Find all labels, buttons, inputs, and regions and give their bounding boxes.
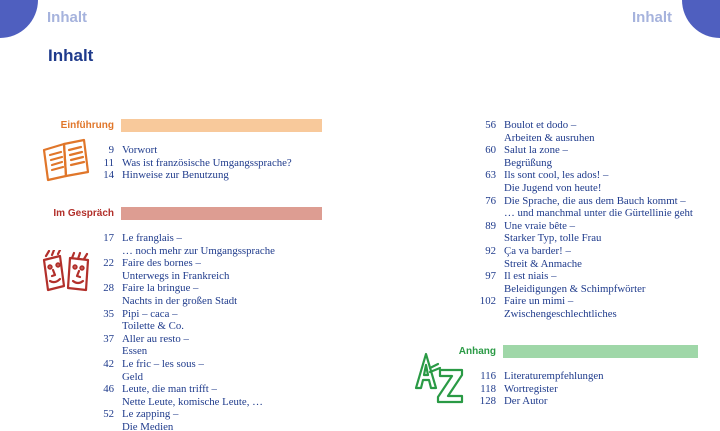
toc-entry-subtitle: Nachts in der großen Stadt	[122, 294, 238, 307]
toc-entry-title: Der Autor	[504, 395, 548, 408]
toc-entry-subtitle: Begrüßung	[504, 156, 552, 169]
toc-entry	[74, 308, 334, 333]
toc-gespraech	[74, 232, 334, 431]
toc-page-number: 97	[485, 270, 496, 283]
corner-decoration-right	[682, 0, 720, 38]
toc-page-number: 11	[103, 156, 114, 169]
toc-page-number: 46	[103, 383, 114, 396]
toc-entry-title: Leute, die man trifft –	[122, 383, 217, 396]
toc-entry-title: Hinweise zur Benutzung	[122, 169, 229, 182]
running-head-left: Inhalt	[47, 9, 87, 26]
toc-entry-subtitle: Arbeiten & ausruhen	[504, 131, 595, 144]
toc-entry-title: Boulot et dodo –	[504, 119, 577, 131]
toc-entry-subtitle: … noch mehr zur Umgangssprache	[122, 244, 275, 257]
toc-page-number: 116	[480, 370, 496, 382]
toc-entry	[456, 383, 716, 396]
section-label-einfuehrung: Einführung	[60, 120, 114, 131]
toc-page-number: 9	[108, 144, 114, 156]
toc-entry-subtitle: Toilette & Co.	[122, 320, 184, 333]
toc-page-number: 89	[485, 219, 496, 232]
toc-entry-subtitle: Beleidigungen & Schimpfwörter	[504, 282, 646, 295]
toc-page-number: 52	[103, 408, 114, 421]
toc-entry	[74, 282, 334, 307]
toc-page-number: 22	[103, 257, 114, 270]
toc-entry-title: Aller au resto –	[122, 332, 189, 345]
toc-page-number: 17	[103, 232, 114, 244]
toc-entry-subtitle: Nette Leute, komische Leute, …	[122, 395, 263, 408]
toc-page-number: 28	[103, 282, 114, 295]
toc-entry-title: Was ist französische Umgangssprache?	[122, 156, 292, 169]
section-bar-anhang	[503, 345, 698, 358]
toc-entry	[456, 195, 716, 220]
toc-entry	[456, 295, 716, 320]
toc-entry-subtitle: Zwischengeschlechtliches	[504, 307, 617, 320]
toc-page-number: 128	[479, 395, 496, 408]
toc-page-number: 63	[485, 169, 496, 182]
toc-page-number: 92	[485, 244, 496, 257]
toc-page-number: 102	[479, 295, 496, 308]
section-label-gespraech: Im Gespräch	[53, 208, 114, 219]
toc-entry-subtitle: … und manchmal unter die Gürtellinie geht	[504, 207, 693, 220]
toc-page-number: 37	[103, 332, 114, 345]
toc-entry	[74, 157, 334, 170]
corner-decoration-left	[0, 0, 38, 38]
toc-page-number: 14	[103, 169, 114, 182]
toc-entry	[74, 333, 334, 358]
toc-entry-title: Ils sont cool, les ados! –	[504, 169, 609, 182]
toc-entry-title: Le zapping –	[122, 408, 179, 421]
toc-entry-subtitle: Essen	[122, 345, 148, 358]
toc-entry	[74, 169, 334, 182]
toc-einfuehrung	[74, 144, 334, 182]
toc-entry-title: Salut la zone –	[504, 144, 568, 157]
toc-entry-subtitle: Die Jugend von heute!	[504, 181, 602, 194]
section-bar-gespraech	[121, 207, 322, 220]
toc-entry	[74, 232, 334, 257]
toc-entry-subtitle: Starker Typ, tolle Frau	[504, 232, 602, 245]
toc-entry-title: Literaturempfehlungen	[504, 370, 604, 382]
toc-entry-title: Faire la bringue –	[122, 282, 199, 295]
toc-entry	[456, 245, 716, 270]
toc-entry-subtitle: Die Medien	[122, 420, 174, 431]
section-bar-einfuehrung	[121, 119, 322, 132]
toc-entry-title: Die Sprache, die aus dem Bauch kommt –	[504, 194, 686, 207]
toc-page-number: 42	[103, 357, 114, 370]
section-label-anhang: Anhang	[458, 346, 496, 357]
toc-entry-subtitle: Unterwegs in Frankreich	[122, 269, 230, 282]
toc-entry	[456, 395, 716, 408]
toc-page-number: 60	[485, 144, 496, 157]
toc-page-number: 76	[485, 194, 496, 207]
running-head-right: Inhalt	[632, 9, 672, 26]
toc-entry-title: Le franglais –	[122, 232, 182, 244]
toc-entry	[74, 257, 334, 282]
toc-entry	[456, 169, 716, 194]
toc-entry	[74, 144, 334, 157]
toc-entry-title: Le fric – les sous –	[122, 357, 204, 370]
toc-entry	[456, 144, 716, 169]
toc-entry	[74, 408, 334, 431]
toc-entry	[456, 119, 716, 144]
toc-page-number: 56	[485, 119, 496, 131]
toc-entry-title: Il est niais –	[504, 270, 557, 283]
toc-entry	[456, 270, 716, 295]
toc-entry-title: Pipi – caca –	[122, 307, 178, 320]
toc-page-number: 118	[480, 382, 496, 395]
toc-anhang	[456, 370, 716, 408]
toc-entry	[74, 358, 334, 383]
toc-entry	[456, 220, 716, 245]
toc-entry	[456, 370, 716, 383]
page-title: Inhalt	[48, 46, 94, 65]
toc-gespraech-continued	[456, 119, 716, 321]
toc-entry-title: Faire des bornes –	[122, 257, 201, 270]
toc-entry-title: Une vraie bête –	[504, 219, 576, 232]
toc-entry-subtitle: Streit & Anmache	[504, 257, 582, 270]
toc-entry-title: Faire un mimi –	[504, 295, 574, 308]
toc-page-number: 35	[103, 307, 114, 320]
toc-entry	[74, 383, 334, 408]
toc-entry-title: Ça va barder! –	[504, 244, 571, 257]
toc-entry-title: Vorwort	[122, 144, 158, 156]
toc-entry-title: Wortregister	[504, 382, 558, 395]
toc-entry-subtitle: Geld	[122, 370, 143, 383]
